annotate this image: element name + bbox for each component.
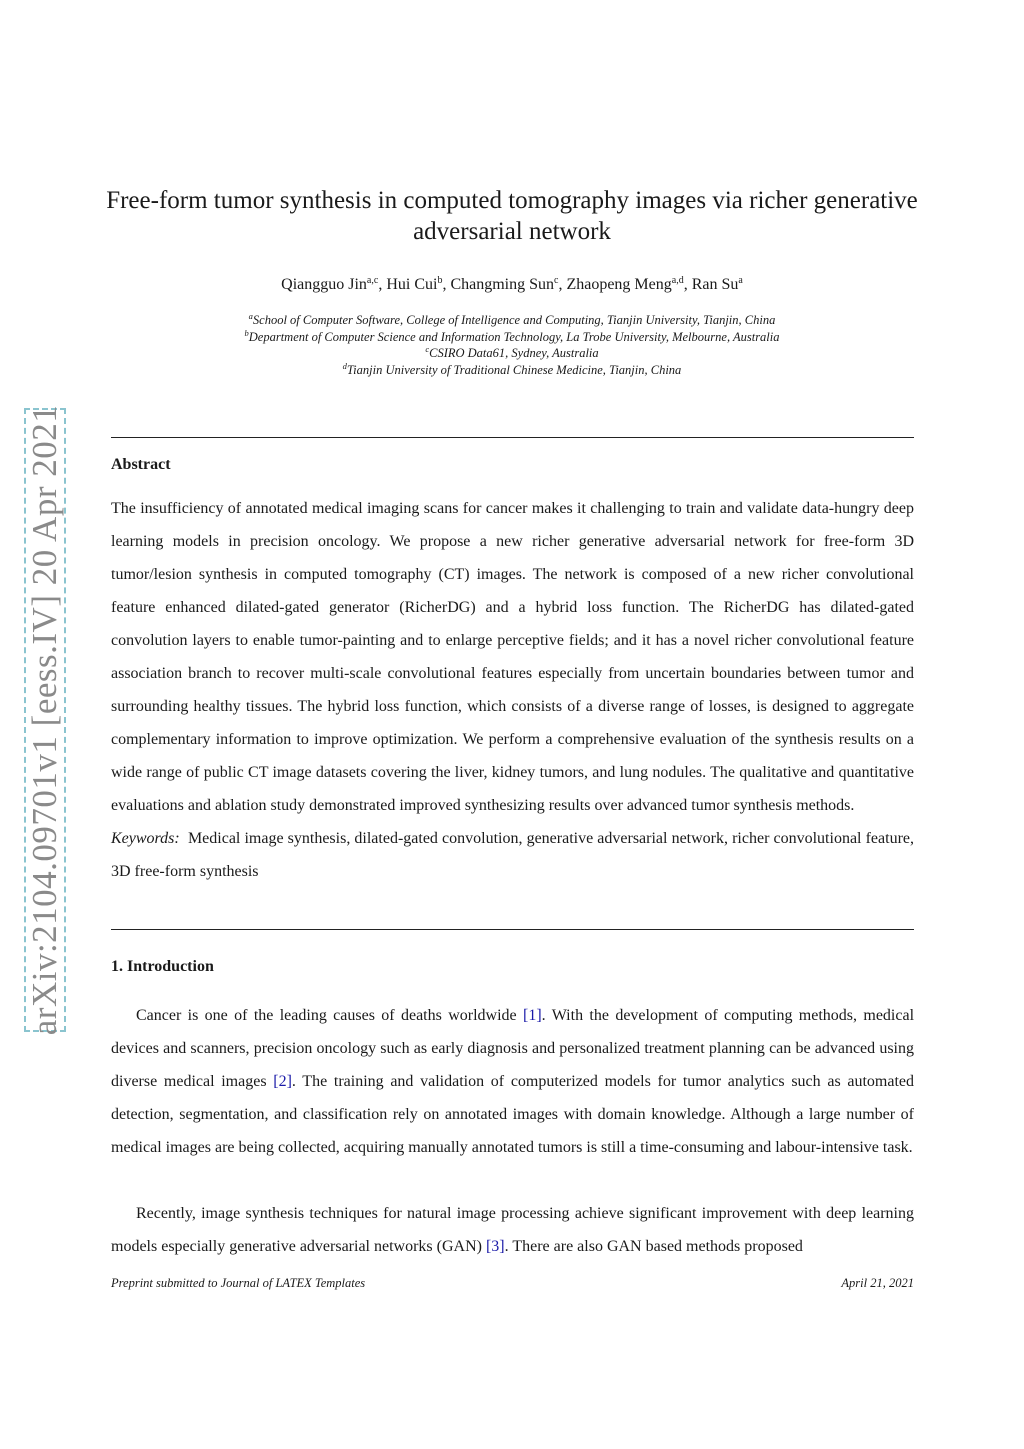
paper-title: Free-form tumor synthesis in computed tomography images via richer generative adversarial network [106,187,918,245]
affiliation-line [90,329,934,346]
introduction-heading: 1. Introduction [111,958,214,975]
affiliation-line [90,345,934,362]
author-name: Qiangguo Jin [281,276,367,293]
arxiv-identifier[interactable]: arXiv:2104.09701v1 [eess.IV] 20 Apr 2021 [25,404,64,1036]
intro-p1-text-b: . With the development of computing methods, medical devices and scanners, precision oncology such as early diagnosis and personalized treatment planning can be advanced using diverse medical images [111,1007,915,1090]
keywords-label: Keywords: [111,830,180,847]
abstract-top-rule [111,437,914,438]
affiliation-text: School of Computer Software, College of Intelligence and Computing, Tianjin University, Tianjin, China [252,313,776,327]
citation-3[interactable]: [3] [485,1238,505,1255]
intro-p2-text-a: Recently, image synthesis techniques for natural image processing achieve significant improvement with deep learning models especially generative adversarial networks (GAN) [111,1205,914,1255]
affiliation-text: Tianjin University of Traditional Chinese Medicine, Tianjin, China [346,362,682,377]
affiliation-text: CSIRO Data61, Sydney, Australia [429,346,599,360]
intro-p1-text-c: . The training and validation of computerized models for tumor analytics such as automated detection, segmentation, and classification rely on annotated images with domain knowledge. Although a large number of medical images are being collected, acquiring manually annotated tumors is still a time-consuming and labour-intensive task. [111,1073,915,1156]
author-affiliation-mark: b [437,275,443,286]
author-affiliation-mark: c [554,275,559,286]
intro-paragraph-1 [111,999,914,1164]
keywords-text: Medical image synthesis, dilated-gated convolution, generative adversarial network, richer convolutional feature, 3D free-form synthesis [111,830,914,880]
author-name: Zhaopeng Meng [566,276,672,293]
citation-2[interactable]: [2] [273,1073,292,1090]
intro-paragraph-2 [111,1197,914,1263]
author-name: Changming Sun [450,276,554,293]
intro-p1-text-a: Cancer is one of the leading causes of deaths worldwide [136,1007,523,1024]
abstract-text: The insufficiency of annotated medical imaging scans for cancer makes it challenging to train and validate data-hungry deep learning models in precision oncology. We propose a new richer generative adversarial network for free-form 3D tumor/lesion synthesis in computed tomography (CT) images. The network is composed of a new richer convolutional feature enhanced dilated-gated generator (RicherDG) and a hybrid loss function. The RicherDG has dilated-gated convolution layers to enable tumor-painting and to enlarge perceptive fields; and it has a novel richer convolutional feature association branch to recover multi-scale convolutional features especially from uncertain boundaries between tumor and surrounding healthy tissues. The hybrid loss function, which consists of a diverse range of losses, is designed to aggregate complementary information to improve optimization. We perform a comprehensive evaluation of the synthesis results on a wide range of public CT image datasets covering the liver, kidney tumors, and lung nodules. The qualitative and quantitative evaluations and ablation study demonstrated improved synthesizing results over advanced tumor synthesis methods. [111,500,914,814]
abstract-bottom-rule [111,929,914,930]
intro-p2-text-b: . There are also GAN based methods proposed [504,1238,803,1255]
affiliation-mark: d [342,360,347,371]
author-name: Ran Su [691,276,739,293]
abstract-heading: Abstract [111,456,171,473]
affiliation-line [90,312,934,329]
author-affiliation-mark: a,d [671,275,684,286]
footer-journal-note: Preprint submitted to Journal of LATEX Templates [111,1276,366,1290]
abstract-body [111,492,914,888]
footer-date: April 21, 2021 [841,1276,914,1290]
affiliation-mark: b [244,327,249,338]
affiliation-list [90,312,934,378]
author-affiliation-mark: a,c [366,275,379,286]
affiliation-mark: a [248,311,253,321]
citation-1[interactable]: [1] [523,1007,542,1024]
author-list: Qiangguo Jin$^{a,c}$, Hui Cui$^b$, Changming Sun$^c$, Zhaopeng Meng$^{a,d}$, Ran Su$^a$ [281,275,743,293]
author-name: Hui Cui [386,276,438,293]
author-affiliation-mark: a [738,275,743,286]
affiliation-mark: c [425,344,430,354]
affiliation-text: Department of Computer Science and Information Technology, La Trobe University, Melbourne, Australia [248,329,780,344]
affiliation-line [90,362,934,379]
